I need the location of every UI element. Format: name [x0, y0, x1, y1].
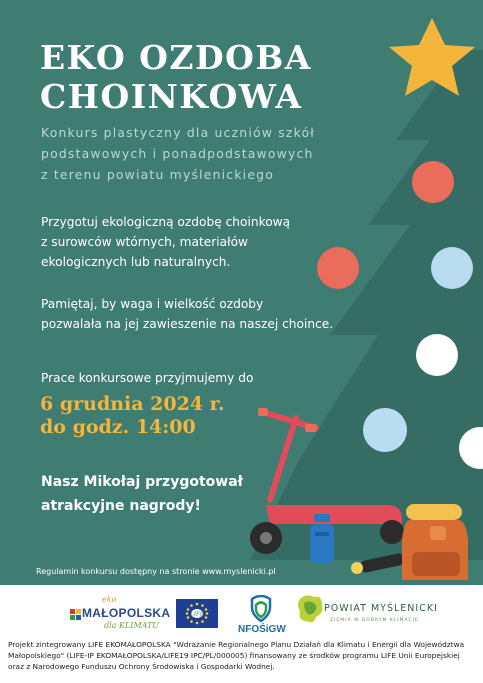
subtitle-line: Konkurs plastyczny dla uczniów szkół: [41, 125, 316, 140]
poster-subtitle: [41, 122, 381, 185]
footer-line: oraz z Narodowego Funduszu Ochrony Środowiska i Gospodarki Wodnej.: [8, 661, 275, 671]
malopolska-name: MAŁOPOLSKA: [82, 606, 171, 620]
deadline-line: 6 grudnia 2024 r.: [40, 393, 225, 415]
powiat-map-icon: [294, 591, 326, 631]
subtitle-line: z terenu powiatu myślenickiego: [41, 167, 274, 182]
nfosigw-logo: [237, 595, 285, 635]
footer-line: Projekt zintegrowany LIFE EKOMAŁOPOLSKA "Wdrażanie Regionalnego Planu Działań dla Klimatu i Energii dla Województwa: [8, 640, 465, 649]
sponsor-logos: [0, 585, 483, 637]
nfosigw-mark-icon: [237, 595, 285, 625]
submission-paragraph: [41, 368, 341, 388]
malopolska-logo: [70, 595, 171, 635]
powiat-name: POWIAT MYŚLENICKI: [324, 603, 438, 614]
prize-announcement: [41, 470, 301, 518]
prize-line: atrakcyjne nagrody!: [41, 498, 201, 514]
eu-flag-icon: [176, 599, 218, 628]
malopolska-subtitle: dla KLIMATU: [104, 621, 160, 630]
malopolska-eko-text: eko: [102, 595, 117, 604]
deadline-line: do godz. 14:00: [40, 416, 196, 438]
footer-line: Małopolskiego" (LIFE-IP EKOMAŁOPOLSKA/LIFE19 IPC/PL/000005) finansowany ze środków programu LIFE Unii Europejskiej: [8, 650, 460, 660]
deadline-date: [40, 393, 300, 439]
backpack-icon: [402, 504, 468, 580]
subtitle-line: podstawowych i ponadpodstawowych: [41, 146, 314, 161]
malopolska-mark-icon: [70, 609, 81, 620]
poster-title: [40, 38, 340, 116]
ornament-white: [416, 334, 458, 376]
ornament-red: [412, 161, 454, 203]
funding-footer: [8, 640, 477, 672]
paragraph-line: pozwalała na jej zawieszenie na naszej choince.: [41, 317, 334, 331]
ornament-blue: [431, 247, 473, 289]
paragraph-line: Prace konkursowe przyjmujemy do: [41, 371, 254, 385]
prize-line: Nasz Mikołaj przygotował: [41, 474, 243, 490]
ornament-blue: [363, 408, 407, 452]
instructions-paragraph: [41, 212, 341, 272]
regulations-link-text: Regulamin konkursu dostępny na stronie www.myslenicki.pl: [36, 567, 276, 576]
eu-life-logo: [176, 599, 218, 628]
eu-life-text: LIFE: [190, 611, 204, 618]
title-line: CHOINKOWA: [40, 77, 303, 116]
paragraph-line: Pamiętaj, by waga i wielkość ozdoby: [41, 297, 264, 311]
paragraph-line: z surowców wtórnych, materiałów: [41, 235, 248, 249]
title-line: EKO OZDOBA: [40, 38, 312, 77]
powiat-tagline: ZIEMIA W DOBRYM KLIMACIE: [330, 618, 419, 623]
paragraph-line: Przygotuj ekologiczną ozdobę choinkową: [41, 215, 291, 229]
paragraph-line: ekologicznych lub naturalnych.: [41, 255, 231, 269]
powiat-myslenicki-logo: [294, 591, 438, 635]
reminder-paragraph: [41, 294, 341, 334]
nfosigw-name: NFOŚiGW: [238, 624, 286, 635]
